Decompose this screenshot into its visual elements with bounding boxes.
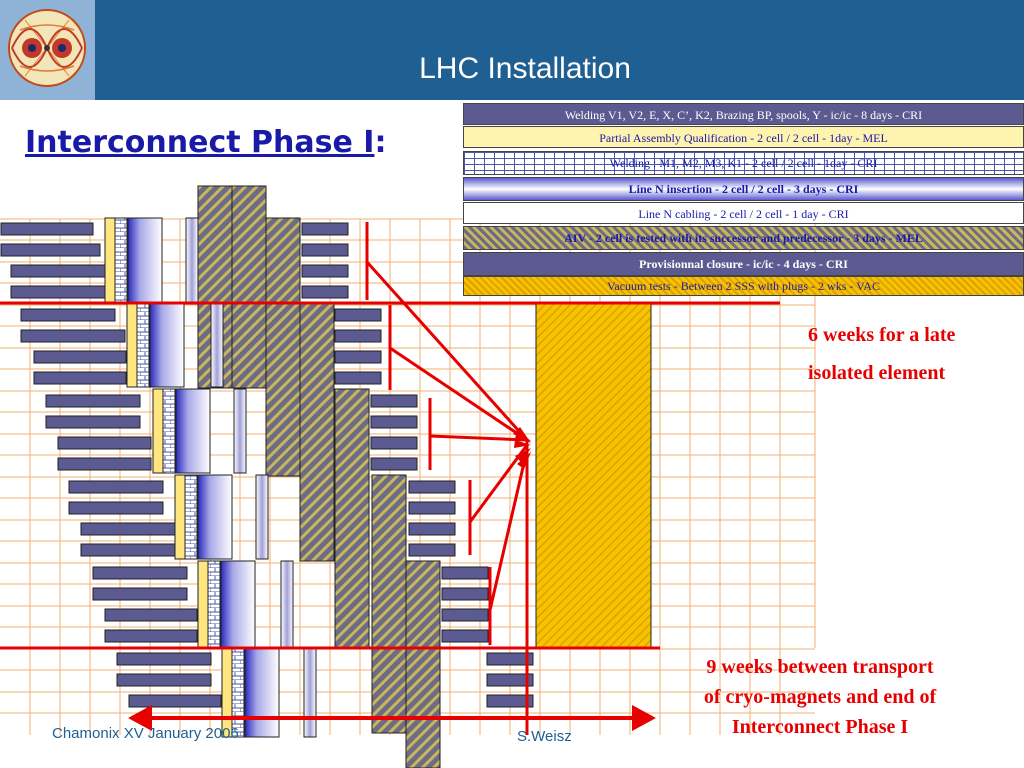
legend-provisional-closure: Provisionnal closure - ic/ic - 4 days - CRI — [463, 252, 1024, 276]
legend-welding-m1: Welding : M1, M2, M3, K1 - 2 cell / 2 cell - 1day - CRI — [463, 151, 1024, 175]
slide-title: LHC Installation — [419, 52, 631, 85]
interconnect-duration-note — [670, 652, 970, 742]
duration-note-line3: Interconnect Phase I — [731, 716, 909, 738]
subtitle-colon: : — [374, 125, 387, 160]
legend-partial-assembly: Partial Assembly Qualification - 2 cell / 2 cell - 1day - MEL — [463, 126, 1024, 148]
late-note-line2: isolated element — [808, 362, 946, 384]
legend-vacuum-tests: Vacuum tests - Between 2 SSS with plugs - 2 wks - VAC — [463, 276, 1024, 296]
footer-left: Chamonix XV January 2006 — [52, 725, 239, 742]
legend-line-n-cabling: Line N cabling - 2 cell / 2 cell - 1 day - CRI — [463, 202, 1024, 224]
late-note-line1: 6 weeks for a late — [808, 324, 956, 346]
vacuum-test-block — [536, 303, 651, 647]
late-element-note — [808, 320, 955, 388]
legend-aiv: AIV - 2 cell is tested with its successor and predecessor - 3 days - MEL — [463, 226, 1024, 250]
legend-welding-v1: Welding V1, V2, E, X, C’, K2, Brazing BP, spools, Y - ic/ic - 8 days - CRI — [463, 103, 1024, 125]
subtitle-link: Interconnect Phase I — [25, 125, 375, 160]
duration-note-line1: 9 weeks between transport — [706, 656, 934, 678]
legend-line-n-insertion: Line N insertion - 2 cell / 2 cell - 3 days - CRI — [463, 177, 1024, 201]
footer-right: S.Weisz — [517, 728, 572, 745]
duration-note-line2: of cryo-magnets and end of — [703, 686, 937, 708]
